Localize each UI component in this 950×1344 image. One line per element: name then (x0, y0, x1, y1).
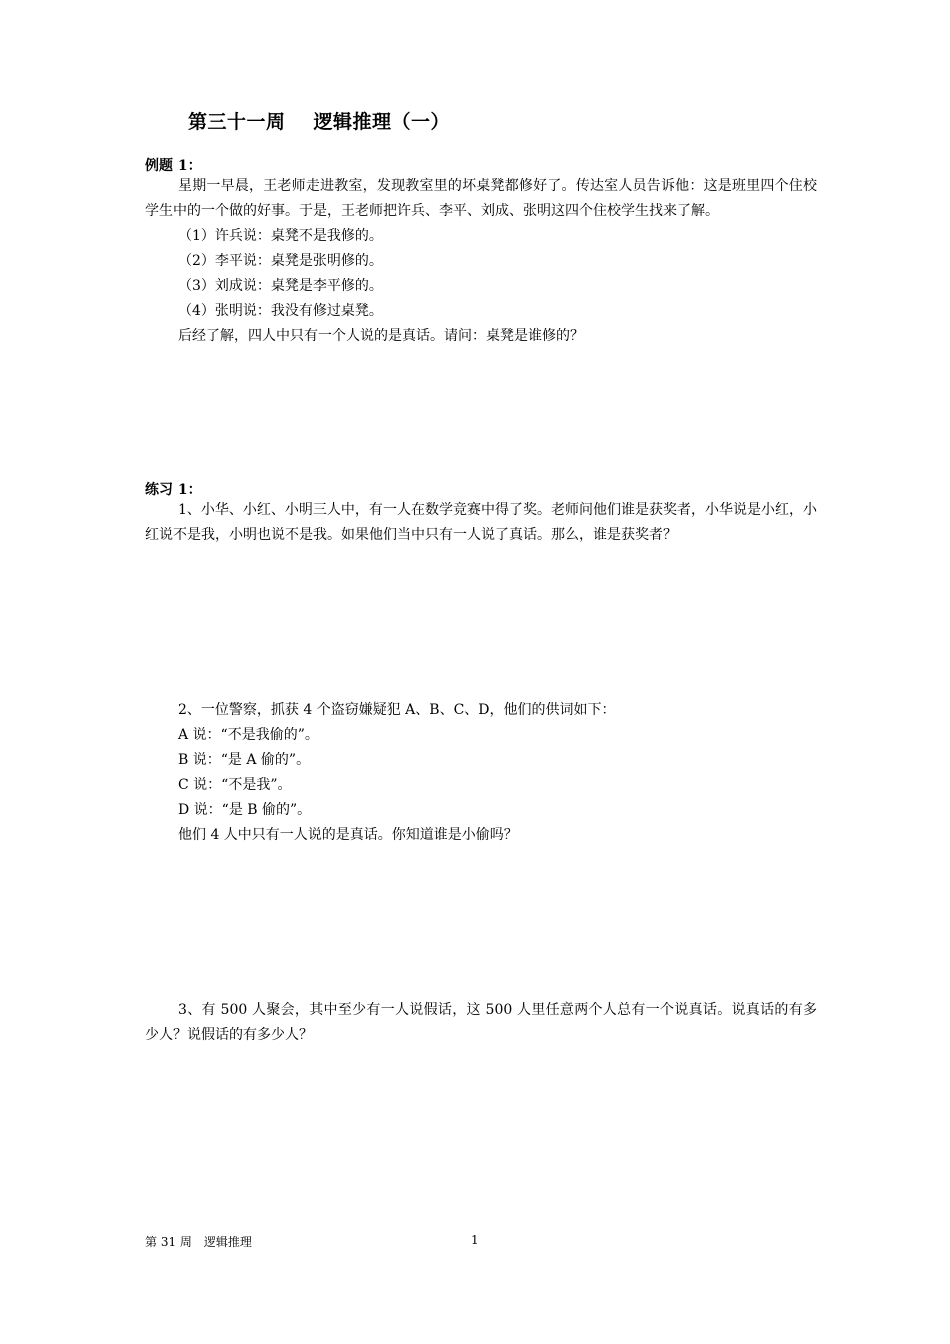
page-title (188, 107, 450, 134)
example-body (145, 174, 817, 349)
example-statement-2: （2）李平说：桌凳是张明修的。 (178, 253, 383, 269)
exercise-q2-statement-b: B 说：“是 A 偷的”。 (178, 752, 311, 768)
example-statement-3: （3）刘成说：桌凳是李平修的。 (178, 278, 383, 294)
exercise-q2-statement-a: A 说：“不是我偷的”。 (178, 727, 319, 743)
exercise-question-1 (145, 498, 817, 548)
example-statement-4: （4）张明说：我没有修过桌凳。 (178, 303, 383, 319)
example-statement-1: （1）许兵说：桌凳不是我修的。 (178, 228, 383, 244)
exercise-heading: 练习 1： (145, 482, 202, 498)
exercise-q2-question: 他们 4 人中只有一人说的是真话。你知道谁是小偷吗？ (178, 827, 518, 843)
exercise-q2-intro: 2、一位警察，抓获 4 个盗窃嫌疑犯 A、B、C、D，他们的供词如下： (178, 702, 616, 718)
exercise-q3-text: 3、有 500 人聚会，其中至少有一人说假话，这 500 人里任意两个人总有一个说真话。说真话的有多少人？说假话的有多少人？ (145, 1002, 817, 1043)
example-question: 后经了解，四人中只有一个人说的是真话。请问：桌凳是谁修的？ (178, 328, 584, 344)
exercise-q2-statement-c: C 说：“不是我”。 (178, 777, 292, 793)
exercise-question-3 (145, 998, 817, 1048)
example-heading: 例题 1： (145, 158, 202, 174)
exercise-question-2 (145, 698, 817, 848)
footer-label: 第 31 周 逻辑推理 (145, 1235, 252, 1249)
page-number: 1 (471, 1233, 479, 1247)
example-intro: 星期一早晨，王老师走进教室，发现教室里的坏桌凳都修好了。传达室人员告诉他：这是班里四个住校学生中的一个做的好事。于是，王老师把许兵、李平、刘成、张明这四个住校学生找来了解。 (145, 178, 817, 219)
title-topic: 逻辑推理（一） (313, 111, 451, 133)
title-week: 第三十一周 (188, 111, 286, 133)
exercise-q2-statement-d: D 说：“是 B 偷的”。 (178, 802, 312, 818)
exercise-q1-text: 1、小华、小红、小明三人中，有一人在数学竞赛中得了奖。老师问他们谁是获奖者，小华说是小红，小红说不是我，小明也说不是我。如果他们当中只有一人说了真话。那么，谁是获奖者？ (145, 502, 817, 543)
